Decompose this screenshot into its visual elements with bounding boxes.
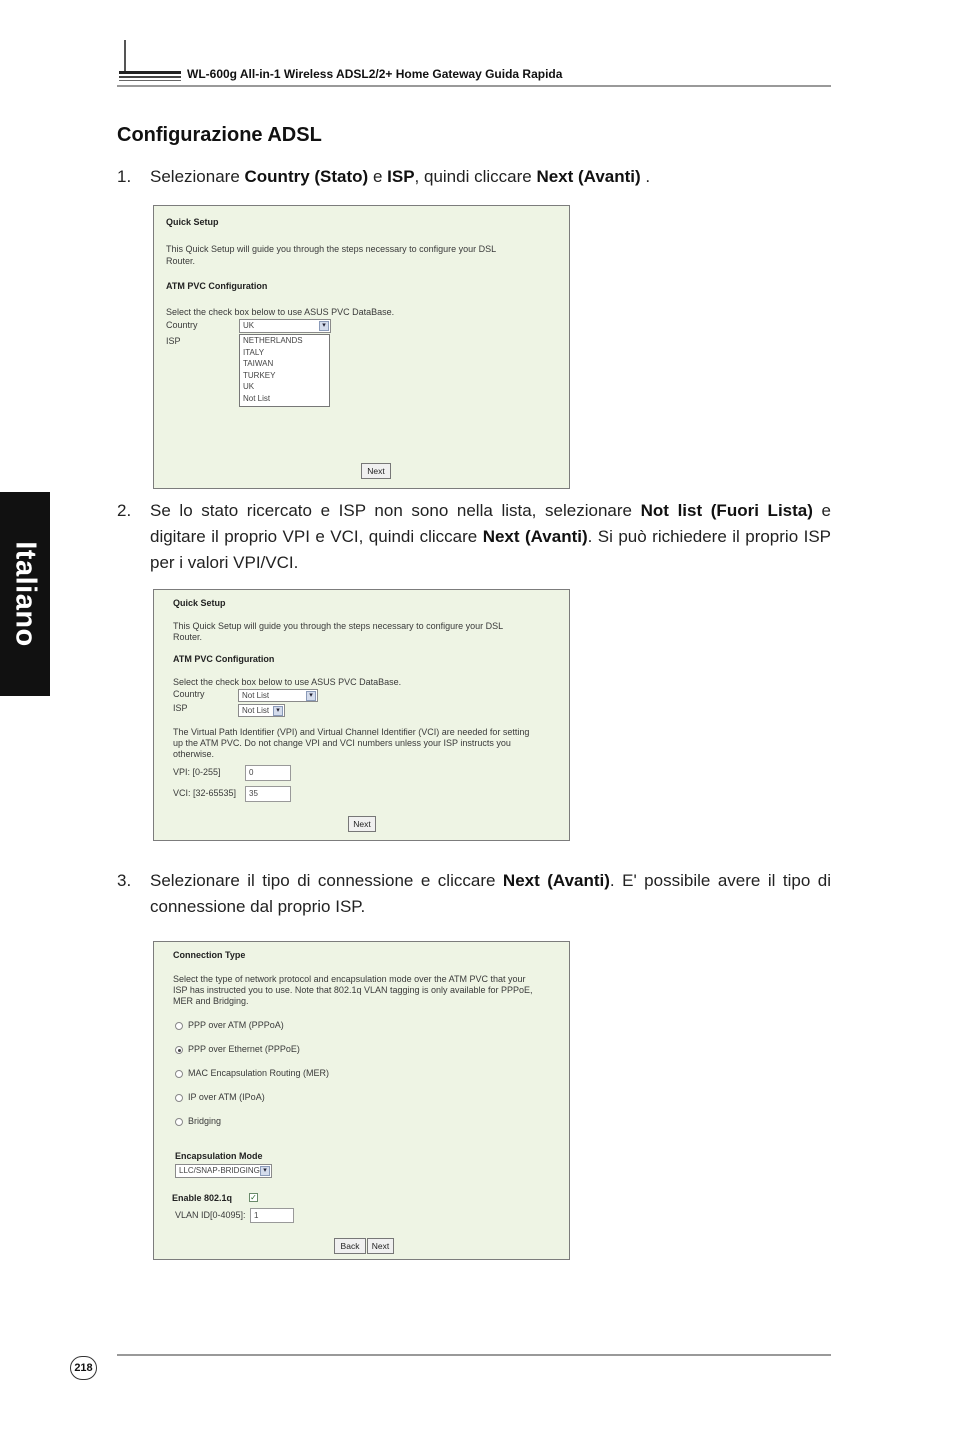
- radio-mer[interactable]: [175, 1070, 183, 1078]
- panel-intro: This Quick Setup will guide you through the steps necessary to configure your DSL: [173, 621, 504, 631]
- isp-listbox[interactable]: [239, 334, 330, 407]
- encapsulation-heading: Encapsulation Mode: [175, 1151, 263, 1161]
- chevron-down-icon: ▾: [319, 321, 329, 331]
- step-text: Selezionare il tipo di connessione e cliccare Next (Avanti). E' possibile avere il tipo di connessione dal proprio ISP.: [150, 871, 832, 916]
- vlan-input[interactable]: 1: [250, 1208, 294, 1223]
- country-select[interactable]: UK ▾: [239, 319, 331, 333]
- step-text: Selezionare Country (Stato) e ISP, quindi cliccare Next (Avanti) .: [150, 167, 651, 186]
- isp-option[interactable]: TURKEY: [243, 370, 276, 380]
- radio-pppoa[interactable]: [175, 1022, 183, 1030]
- panel-intro: This Quick Setup will guide you through the steps necessary to configure your DSL: [166, 244, 497, 254]
- isp-option[interactable]: ITALY: [243, 347, 265, 357]
- screenshot-connection-type: [153, 941, 570, 1260]
- enable-8021q-label: Enable 802.1q: [172, 1193, 233, 1203]
- panel-select-text: Select the check box below to use ASUS PVC DataBase.: [173, 677, 402, 687]
- panel-select-text: Select the check box below to use ASUS PVC DataBase.: [166, 307, 395, 317]
- step-number: 3.: [117, 871, 132, 890]
- option-label: MAC Encapsulation Routing (MER): [188, 1068, 330, 1078]
- footer-divider: [117, 1354, 831, 1356]
- country-label: Country: [173, 689, 205, 699]
- next-button[interactable]: Next: [367, 1238, 394, 1254]
- step-2: [117, 498, 831, 576]
- chevron-down-icon: ▾: [273, 706, 283, 716]
- option-label: IP over ATM (IPoA): [188, 1092, 265, 1102]
- country-label: Country: [166, 320, 198, 330]
- enable-8021q-checkbox[interactable]: ✓: [250, 1193, 257, 1202]
- panel-intro-3: MER and Bridging.: [173, 996, 249, 1006]
- next-button[interactable]: Next: [348, 816, 376, 832]
- step-3: [117, 868, 831, 920]
- option-label: Bridging: [188, 1116, 222, 1126]
- chevron-down-icon: ▾: [306, 691, 316, 701]
- panel-title: Connection Type: [173, 950, 246, 960]
- vci-label: VCI: [32-65535]: [173, 788, 237, 798]
- panel-note-3: otherwise.: [173, 749, 215, 759]
- next-button[interactable]: Next: [361, 463, 391, 479]
- chevron-down-icon: ▾: [260, 1166, 270, 1176]
- radio-ipoa[interactable]: [175, 1094, 183, 1102]
- panel-note-2: up the ATM PVC. Do not change VPI and VCI numbers unless your ISP instructs you: [173, 738, 511, 748]
- country-select[interactable]: Not List ▾: [238, 689, 318, 702]
- radio-pppoe[interactable]: [175, 1046, 183, 1054]
- language-tab: [0, 492, 50, 696]
- vlan-label: VLAN ID[0-4095]:: [175, 1210, 246, 1220]
- encapsulation-select[interactable]: LLC/SNAP-BRIDGING ▾: [175, 1164, 272, 1178]
- step-text: Se lo stato ricercato e ISP non sono nella lista, selezionare Not list (Fuori Lista) e digitare il proprio VPI e VCI, quindi cliccare Next (Avanti). Si può richiedere il proprio ISP per i valori VPI/VCI.: [150, 501, 831, 572]
- panel-note: The Virtual Path Identifier (VPI) and Virtual Channel Identifier (VCI) are needed for setting: [173, 727, 530, 737]
- isp-option[interactable]: UK: [243, 382, 255, 391]
- panel-heading: ATM PVC Configuration: [166, 281, 268, 291]
- isp-option[interactable]: TAIWAN: [243, 359, 274, 368]
- panel-heading: ATM PVC Configuration: [173, 654, 275, 664]
- header-divider: [117, 85, 831, 87]
- panel-title: Quick Setup: [166, 217, 219, 227]
- panel-intro-2: Router.: [173, 632, 203, 642]
- option-label: PPP over ATM (PPPoA): [188, 1020, 284, 1030]
- vpi-label: VPI: [0-255]: [173, 767, 221, 777]
- option-label: PPP over Ethernet (PPPoE): [188, 1044, 300, 1054]
- isp-label: ISP: [173, 703, 188, 713]
- screenshot-quick-setup-country: [153, 205, 570, 489]
- section-title: Configurazione ADSL: [117, 124, 322, 146]
- panel-intro-2: Router.: [166, 256, 196, 266]
- radio-bridging[interactable]: [175, 1118, 183, 1126]
- step-number: 2.: [117, 501, 132, 520]
- isp-option[interactable]: NETHERLANDS: [243, 336, 303, 345]
- back-button[interactable]: Back: [334, 1238, 366, 1254]
- header-title: WL-600g All-in-1 Wireless ADSL2/2+ Home Gateway Guida Rapida: [187, 67, 563, 81]
- screenshot-quick-setup-vpi-vci: [153, 589, 570, 841]
- language-tab-label: Italiano: [9, 541, 42, 647]
- product-logo: [119, 40, 181, 84]
- isp-label: ISP: [166, 336, 181, 346]
- step-number: 1.: [117, 167, 132, 186]
- isp-option[interactable]: Not List: [243, 393, 271, 403]
- panel-title: Quick Setup: [173, 598, 226, 608]
- vpi-input[interactable]: 0: [245, 765, 291, 781]
- page-number: 218: [70, 1356, 97, 1380]
- vci-input[interactable]: 35: [245, 786, 291, 802]
- panel-intro: Select the type of network protocol and encapsulation mode over the ATM PVC that your: [173, 974, 526, 984]
- panel-intro-2: ISP has instructed you to use. Note that 802.1q VLAN tagging is only available for PPPoE,: [173, 985, 533, 995]
- step-1: [117, 164, 831, 190]
- isp-select[interactable]: Not List ▾: [238, 704, 285, 717]
